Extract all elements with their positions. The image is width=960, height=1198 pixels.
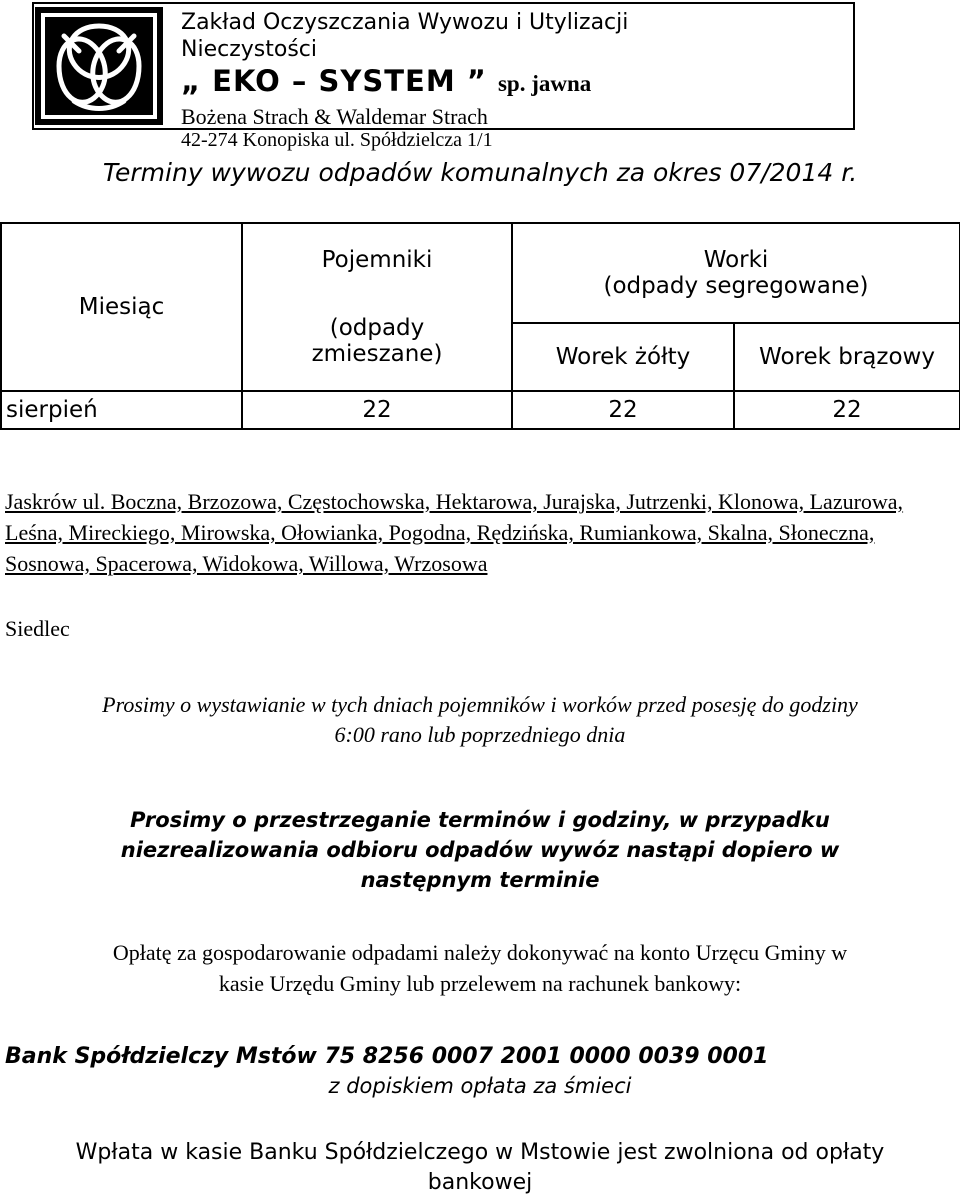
brand-name: „ EKO – SYSTEM ”: [181, 64, 487, 98]
deadline-notice-line2: niezrealizowania odbioru odpadów wywóz nastąpi dopiero w: [120, 838, 840, 862]
village-name: Siedlec: [5, 616, 70, 641]
header-bags: [512, 223, 960, 323]
streets-list: Jaskrów ul. Boczna, Brzozowa, Częstochowska, Hektarowa, Jurajska, Jutrzenki, Klonowa, Lazurowa, Leśna, Mireckiego, Mirowska, Ołowianka, Pogodna, Rędzińska, Rumiankowa, Skalna, Słoneczna, Sosnowa, Spacerowa, Widokowa, Willowa, Wrzosowa: [5, 489, 904, 576]
header-containers-line2: (odpady: [329, 315, 425, 341]
header-containers-line3: zmieszane): [311, 341, 443, 367]
schedule-table: [0, 222, 960, 430]
header-bags-line1: Worki: [703, 247, 769, 273]
header-containers-line1: Pojemniki: [321, 247, 433, 273]
cash-note-line2: bankowej: [427, 1170, 533, 1195]
payment-note: [0, 937, 960, 999]
payment-note-line1: Opłatę za gospodarowanie odpadami należy dokonywać na konto Urzęcu Gminy w: [112, 940, 848, 965]
document-title: Terminy wywozu odpadów komunalnych za okres 07/2014 r.: [102, 158, 858, 187]
placement-notice-line1: Prosimy o wystawianie w tych dniach pojemników i worków przed posesję do godziny: [102, 692, 858, 717]
owners: Bożena Strach & Waldemar Strach: [181, 104, 488, 129]
table-row: [1, 391, 960, 429]
header-brown-bag: Worek brązowy: [734, 323, 960, 391]
address: 42-274 Konopiska ul. Spółdzielcza 1/1: [181, 129, 493, 151]
cell-containers: 22: [242, 391, 512, 429]
deadline-notice-line1: Prosimy o przestrzeganie terminów i godziny, w przypadku: [130, 808, 830, 832]
cell-month: sierpień: [1, 391, 242, 429]
brand-suffix: sp. jawna: [497, 71, 592, 96]
company-name-line2: Nieczystości: [181, 37, 317, 62]
brand-row: [181, 64, 591, 98]
cell-yellow: 22: [512, 391, 734, 429]
deadline-notice: [0, 805, 960, 895]
placement-notice: [0, 690, 960, 750]
cell-brown: 22: [734, 391, 960, 429]
header-month: Miesiąc: [1, 223, 242, 391]
bank-account: Bank Spółdzielczy Mstów 75 8256 0007 2001 0000 0039 0001: [5, 1044, 769, 1069]
placement-notice-line2: 6:00 rano lub poprzedniego dnia: [334, 722, 626, 747]
celtic-knot-logo-icon: [34, 6, 164, 126]
header-bags-line2: (odpady segregowane): [603, 273, 869, 299]
deadline-notice-line3: następnym terminie: [360, 868, 600, 892]
header-yellow-bag: Worek żółty: [512, 323, 734, 391]
bank-note: z dopiskiem opłata za śmieci: [328, 1074, 632, 1098]
company-name-line1: Zakład Oczyszczania Wywozu i Utylizacji: [181, 10, 629, 35]
header-containers: [242, 223, 512, 391]
payment-note-line2: kasie Urzędu Gminy lub przelewem na rachunek bankowy:: [218, 971, 742, 996]
cash-note-line1: Wpłata w kasie Banku Spółdzielczego w Mstowie jest zwolniona od opłaty: [75, 1140, 885, 1165]
cash-note: [0, 1138, 960, 1198]
